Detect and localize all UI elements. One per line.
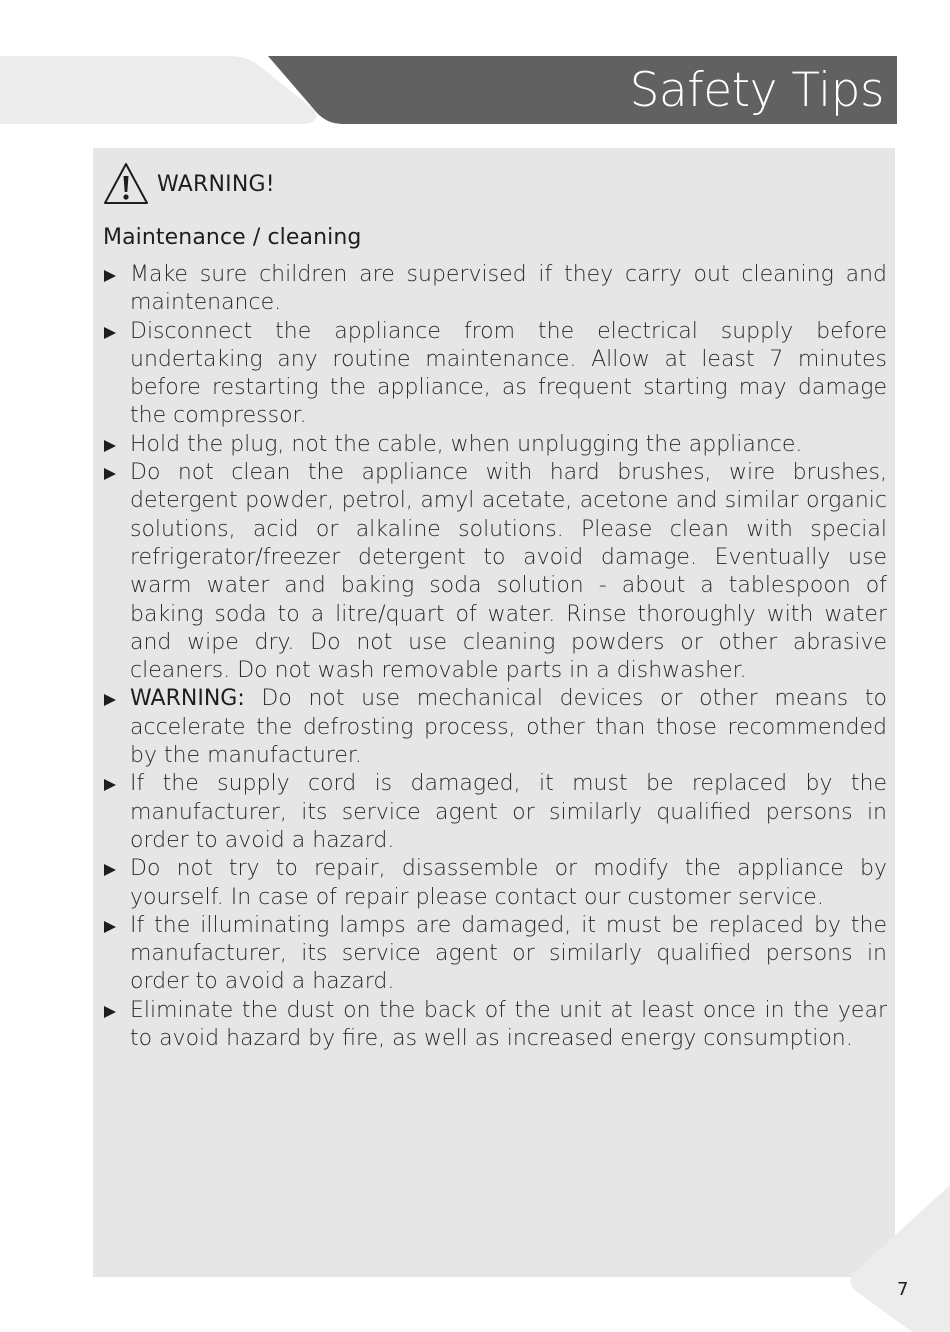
page-title: Safety Tips [629,63,884,118]
bullet-arrow-icon [104,864,116,876]
bullet-arrow-icon [104,694,116,706]
tip-text: Do not use mechanical devices or other means to accelerate the defrosting process, other than those recommended by the manufacturer. [130,686,887,769]
warning-heading [101,158,275,210]
list-item [103,770,887,855]
list-item [103,261,887,318]
page-corner-decoration [850,1185,950,1332]
bullet-arrow-icon [104,327,116,339]
tip-emphasis: WARNING: [130,686,245,712]
list-item [103,431,887,459]
list-item [103,459,887,685]
page-number: 7 [897,1279,909,1300]
section-title: Maintenance / cleaning [103,225,362,250]
tip-text: If the illuminating lamps are damaged, it must be replaced by the manufacturer, its service agent or similarly qualified persons in order to avoid a hazard. [130,912,887,995]
warning-triangle-icon [101,160,151,208]
safety-content-panel [93,148,895,1277]
bullet-arrow-icon [104,270,116,282]
list-item [103,685,887,770]
tip-text: If the supply cord is damaged, it must be replaced by the manufacturer, its service agent or similarly qualified persons in order to avoid a hazard. [130,771,887,853]
tip-text: Eliminate the dust on the back of the unit at least once in the year to avoid hazard by fire, as well as increased energy consumption. [130,997,887,1052]
bullet-arrow-icon [104,779,116,791]
tip-text: Do not clean the appliance with hard brushes, wire brushes, detergent powder, petrol, amyl acetate, acetone and similar organic solutions, acid or alkaline solutions. Please clean with special refrigerator/freezer detergent to avoid damage. Eventually use warm water and baking soda solution - about a tablespoon of baking soda to a litre/quart of water. Rinse thoroughly with water and wipe dry. Do not use cleaning powders or other abrasive cleaners. Do not wash removable parts in a dishwasher. [130,460,887,684]
tips-list [103,261,887,1053]
tip-text: Make sure children are supervised if they carry out cleaning and maintenance. [130,262,887,316]
list-item [103,855,887,912]
list-item [103,912,887,997]
list-item [103,318,887,431]
list-item [103,997,887,1054]
tip-text: Disconnect the appliance from the electrical supply before undertaking any routine maintenance. Allow at least 7 minutes before restarting the appliance, as frequent starting may damage the compressor. [130,318,887,429]
bullet-arrow-icon [104,468,116,480]
bullet-arrow-icon [104,921,116,933]
bullet-arrow-icon [104,1006,116,1018]
tip-text: Do not try to repair, disassemble or modify the appliance by yourself. In case of repair please contact our customer service. [130,856,887,910]
warning-label: WARNING! [157,171,275,197]
bullet-arrow-icon [104,440,116,452]
tip-text: Hold the plug, not the cable, when unplugging the appliance. [130,431,803,457]
